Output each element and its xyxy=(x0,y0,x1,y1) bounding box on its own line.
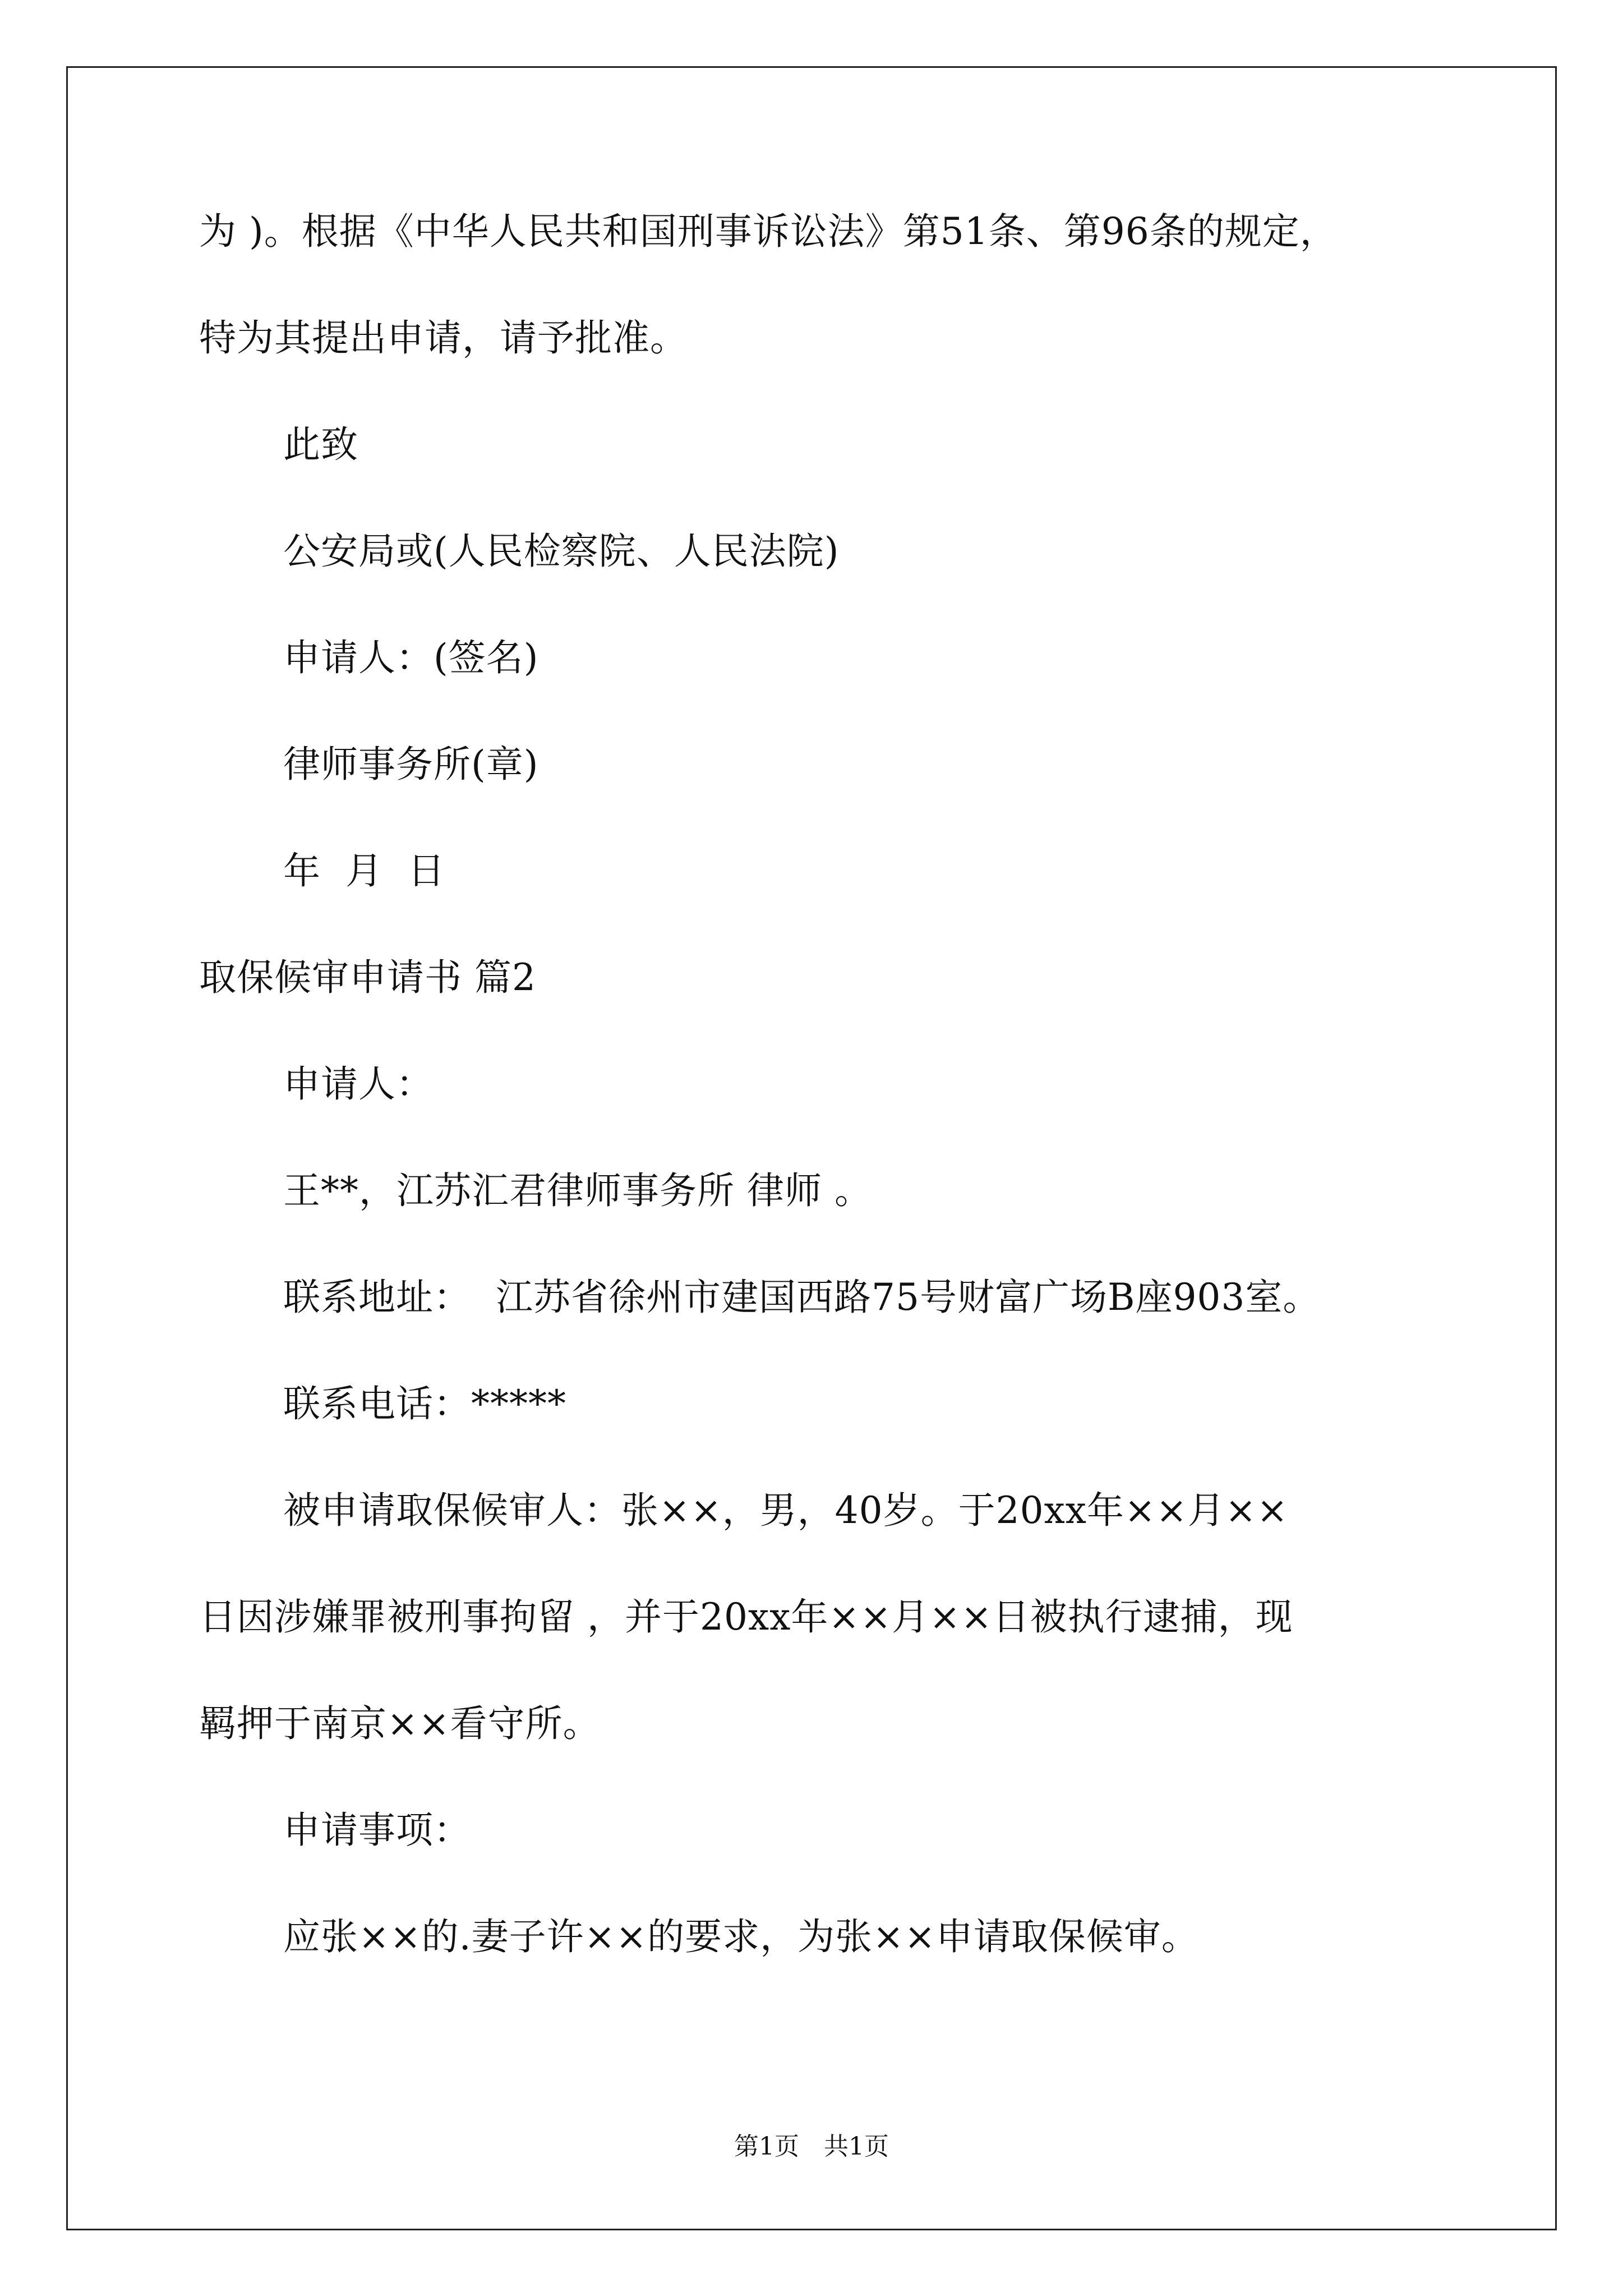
body-text-line: 为 )。根据《中华人民共和国刑事诉讼法》第51条、第96条的规定， xyxy=(199,210,1338,253)
request-matter-text: 应张××的.妻子许××的要求，为张××申请取保候审。 xyxy=(283,1915,1199,1958)
document-body xyxy=(199,210,1489,1958)
page-footer xyxy=(0,2134,1623,2159)
respondent-info: 被申请取保候审人：张××，男，40岁。于20xx年××月×× xyxy=(283,1489,1289,1532)
date-line: 年 月 日 xyxy=(283,849,445,892)
contact-phone: 联系电话：***** xyxy=(283,1382,566,1425)
section-title: 取保候审申请书 篇2 xyxy=(199,956,536,999)
salutation: 此致 xyxy=(283,423,358,466)
law-firm-seal: 律师事务所(章) xyxy=(283,743,539,786)
request-matter-label: 申请事项： xyxy=(283,1809,471,1852)
applicant-name: 王**，江苏汇君律师事务所 律师 。 xyxy=(283,1169,872,1212)
applicant-signature: 申请人：(签名) xyxy=(283,636,539,679)
body-text-line: 羁押于南京××看守所。 xyxy=(199,1702,601,1745)
contact-address: 联系地址： 江苏省徐州市建国西路75号财富广场B座903室。 xyxy=(283,1276,1321,1319)
applicant-label: 申请人： xyxy=(283,1062,434,1106)
body-text-line: 日因涉嫌罪被刑事拘留 ，并于20xx年××月××日被执行逮捕，现 xyxy=(199,1595,1293,1639)
recipient: 公安局或(人民检察院、人民法院) xyxy=(283,530,840,573)
page-total: 共1页 xyxy=(824,2132,889,2161)
page-number: 第1页 xyxy=(734,2132,799,2161)
body-text-line: 特为其提出申请，请予批准。 xyxy=(199,316,688,360)
